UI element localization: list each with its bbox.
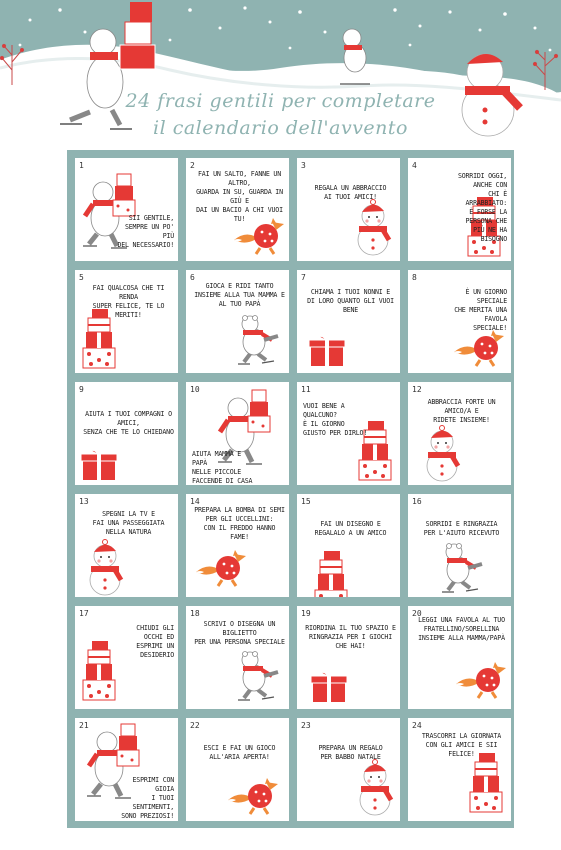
day-phrase <box>83 510 174 537</box>
gift-stack-icon <box>79 640 119 706</box>
day-number: 6 <box>190 273 195 282</box>
day-phrase <box>192 450 259 485</box>
day-phrase <box>305 520 396 538</box>
phrase-line: I TUOI SENTIMENTI, <box>132 794 174 811</box>
gift-icon <box>311 670 347 708</box>
day-phrase <box>194 282 285 309</box>
phrase-line: SCRIVI O DISEGNA UN BIGLIETTO <box>203 620 276 637</box>
day-number: 13 <box>79 497 89 506</box>
bear-skating-icon <box>434 542 486 597</box>
calendar-day-11 <box>297 382 400 485</box>
day-number: 12 <box>412 385 422 394</box>
day-number: 14 <box>190 497 200 506</box>
phrase-line: ESPRIMI CON GIOIA <box>132 776 174 793</box>
day-number: 9 <box>79 385 84 394</box>
calendar-day-17 <box>75 606 178 709</box>
calendar-day-5 <box>75 270 178 373</box>
phrase-line: VUOI BENE A QUALCUNO? <box>303 402 345 419</box>
snowman-icon <box>353 198 393 260</box>
phrase-line: È FORSE LA PERSONA CHE <box>465 208 507 225</box>
phrase-line: SORRIDI OGGI, <box>457 172 507 180</box>
phrase-line: RIDETE INSIEME! <box>433 416 490 424</box>
day-number: 8 <box>412 273 417 282</box>
day-phrase <box>305 744 396 762</box>
fox-icon <box>454 656 508 704</box>
day-phrase <box>115 776 174 821</box>
calendar-day-23 <box>297 718 400 821</box>
calendar-day-10 <box>186 382 289 485</box>
day-number: 24 <box>412 721 422 730</box>
calendar-day-6 <box>186 270 289 373</box>
day-phrase <box>194 506 285 542</box>
phrase-line: FAI UN SALTO, FANNE UN ALTRO, <box>198 170 281 187</box>
phrase-line: ESPRIMI UN DESIDERIO <box>136 642 174 659</box>
bear-skating-icon <box>230 314 282 370</box>
phrase-line: ESCI E FAI UN GIOCO ALL'ARIA APERTA! <box>203 744 276 761</box>
phrase-line: PREPARA UN REGALO <box>318 744 383 752</box>
phrase-line: ANCHE CON <box>473 181 507 189</box>
calendar-day-14 <box>186 494 289 597</box>
day-phrase <box>305 184 396 202</box>
phrase-line: GIOCA E RIDI TANTO <box>205 282 274 290</box>
day-number: 5 <box>79 273 84 282</box>
snowman-icon <box>422 424 462 485</box>
calendar-day-18 <box>186 606 289 709</box>
day-number: 20 <box>412 609 422 618</box>
day-phrase <box>194 170 285 224</box>
phrase-line: CON GLI AMICI E SII FELICE! <box>425 741 498 758</box>
phrase-line: PER L'AIUTO RICEVUTO <box>423 529 500 537</box>
header-illustration <box>0 0 561 148</box>
calendar-day-22 <box>186 718 289 821</box>
calendar-day-19 <box>297 606 400 709</box>
calendar-day-4 <box>408 158 511 261</box>
gift-stack-icon <box>311 550 351 597</box>
calendar-day-20 <box>408 606 511 709</box>
day-phrase <box>448 172 507 244</box>
day-phrase <box>115 214 174 250</box>
phrase-line: SONO PREZIOSI! <box>121 812 174 820</box>
day-number: 17 <box>79 609 89 618</box>
day-phrase <box>115 624 174 660</box>
phrase-line: È IL GIORNO <box>303 420 345 428</box>
calendar-day-3 <box>297 158 400 261</box>
phrase-line: TRASCORRI LA GIORNATA <box>421 732 502 740</box>
phrase-line: PER GLI UCCELLINI: <box>205 515 274 523</box>
day-phrase <box>416 520 507 538</box>
phrase-line: FACCENDE DI CASA <box>192 477 253 485</box>
day-number: 3 <box>301 161 306 170</box>
phrase-line: SORRIDI E RINGRAZIA <box>425 520 498 528</box>
phrase-line: DEL NECESSARIO! <box>117 241 174 249</box>
day-number: 11 <box>301 385 311 394</box>
day-number: 1 <box>79 161 84 170</box>
day-phrase <box>416 616 507 643</box>
calendar-day-24 <box>408 718 511 821</box>
phrase-line: DI LORO QUANTO GLI VUOI BENE <box>307 297 394 314</box>
phrase-line: SENZA CHE TE LO CHIEDANO <box>83 428 174 436</box>
phrase-line: CON IL FREDDO HANNO FAME! <box>203 524 276 541</box>
calendar-day-1 <box>75 158 178 261</box>
day-number: 19 <box>301 609 311 618</box>
phrase-line: PREPARA LA BOMBA DI SEMI <box>194 506 285 514</box>
phrase-line: GUARDA IN SU, GUARDA IN GIÙ E <box>196 188 283 205</box>
phrase-line: PER UNA PERSONA SPECIALE <box>194 638 285 646</box>
phrase-line: INSIEME ALLA MAMMA/PAPÀ <box>418 634 505 642</box>
phrase-line: RIORDINA IL TUO SPAZIO E <box>305 624 396 632</box>
calendar-day-13 <box>75 494 178 597</box>
calendar-day-2 <box>186 158 289 261</box>
day-phrase <box>303 402 370 438</box>
day-number: 21 <box>79 721 89 730</box>
phrase-line: CHIUDI GLI OCCHI ED <box>136 624 174 641</box>
calendar-day-7 <box>297 270 400 373</box>
day-phrase <box>305 288 396 315</box>
phrase-line: AI TUOI AMICI! <box>324 193 377 201</box>
day-phrase <box>305 624 396 651</box>
phrase-line: FAI UN DISEGNO E <box>320 520 381 528</box>
phrase-line: FAI UNA PASSEGGIATA NELLA NATURA <box>92 519 165 536</box>
calendar-day-12 <box>408 382 511 485</box>
phrase-line: CHE MERITA UNA FAVOLA SPECIALE! <box>454 306 507 332</box>
day-number: 7 <box>301 273 306 282</box>
day-phrase <box>83 410 174 437</box>
phrase-line: AIUTA MAMMA E PAPÀ <box>192 450 242 467</box>
phrase-line: SUPER FELICE, TE LO MERITI! <box>92 302 165 319</box>
phrase-line: NELLE PICCOLE <box>192 468 242 476</box>
phrase-line: FAI QUALCOSA CHE TI RENDA <box>92 284 165 301</box>
snowman-icon <box>355 758 395 820</box>
gift-stack-icon <box>466 752 506 818</box>
day-number: 4 <box>412 161 417 170</box>
title-line-2: il calendario dell'avvento <box>153 117 408 139</box>
phrase-line: PER BABBO NATALE <box>320 753 381 761</box>
day-phrase <box>448 288 507 333</box>
calendar-day-15 <box>297 494 400 597</box>
phrase-line: RINGRAZIA PER I GIOCHI CHE HAI! <box>309 633 392 650</box>
day-number: 23 <box>301 721 311 730</box>
phrase-line: GIUSTO PER DIRLO! <box>303 429 368 437</box>
phrase-line: LEGGI UNA FAVOLA AL TUO <box>418 616 505 624</box>
phrase-line: INSIEME ALLA TUA MAMMA E <box>194 291 285 299</box>
fox-icon <box>226 772 280 820</box>
day-number: 10 <box>190 385 200 394</box>
day-number: 2 <box>190 161 195 170</box>
phrase-line: CHIAMA I TUOI NONNI E <box>310 288 391 296</box>
gift-icon <box>309 334 345 372</box>
phrase-line: AIUTA I TUOI COMPAGNI O AMICI, <box>85 410 172 427</box>
day-number: 16 <box>412 497 422 506</box>
day-phrase <box>416 398 507 425</box>
phrase-line: REGALA UN ABBRACCIO <box>314 184 387 192</box>
phrase-line: AL TUO PAPÀ <box>218 300 261 308</box>
gift-icon <box>81 448 117 485</box>
day-phrase <box>194 744 285 762</box>
phrase-line: SPEGNI LA TV E <box>102 510 155 518</box>
phrase-line: PIÙ NE HA BISOGNO <box>473 226 507 243</box>
phrase-line: È UN GIORNO SPECIALE <box>465 288 507 305</box>
page-title <box>0 88 561 142</box>
advent-calendar <box>67 150 514 828</box>
phrase-line: SII GENTILE, <box>128 214 174 222</box>
snowman-icon <box>85 538 125 597</box>
phrase-line: REGALALO A UN AMICO <box>314 529 387 537</box>
bear-skating-icon <box>230 650 282 706</box>
phrase-line: CHI È ARRABBIATO: <box>465 190 507 207</box>
phrase-line: SEMPRE UN PO' PIÙ <box>124 223 174 240</box>
day-phrase <box>83 284 174 320</box>
day-phrase <box>194 620 285 647</box>
calendar-day-16 <box>408 494 511 597</box>
day-phrase <box>416 732 507 759</box>
calendar-grid <box>75 158 511 821</box>
day-number: 22 <box>190 721 200 730</box>
calendar-day-21 <box>75 718 178 821</box>
title-line-1: 24 frasi gentili per completare <box>125 90 436 112</box>
phrase-line: DAI UN BACIO A CHI VUOI TU! <box>196 206 283 223</box>
day-number: 15 <box>301 497 311 506</box>
day-number: 18 <box>190 609 200 618</box>
calendar-day-8 <box>408 270 511 373</box>
fox-icon <box>194 544 248 592</box>
phrase-line: FRATELLINO/SORELLINA <box>423 625 500 633</box>
phrase-line: ABBRACCIA FORTE UN AMICO/A E <box>427 398 496 415</box>
calendar-day-9 <box>75 382 178 485</box>
